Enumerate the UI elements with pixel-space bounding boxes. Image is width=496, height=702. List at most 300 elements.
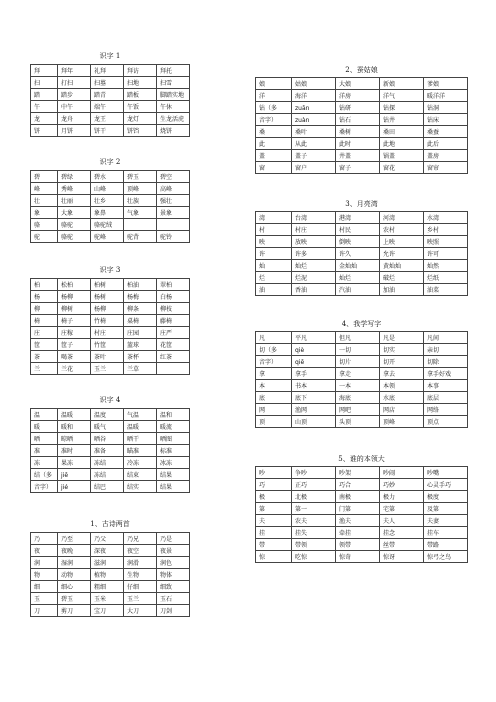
table-cell: 玉石: [156, 593, 189, 605]
vocab-table: [255, 211, 468, 296]
table-cell: 结束: [123, 469, 156, 481]
table-cell: 温和: [156, 409, 189, 421]
table-cell: 粗细: [91, 581, 124, 593]
table-cell: [256, 114, 292, 126]
table-cell: 极: [256, 491, 292, 503]
table-cell: 柏油: [123, 279, 156, 291]
table-row: [31, 231, 190, 243]
table-cell: 山顶: [292, 416, 336, 428]
table-cell: 桑树: [336, 126, 380, 138]
table-cell: 润滑: [123, 557, 156, 569]
table-row: [31, 557, 190, 569]
vocab-table: [255, 77, 468, 174]
vocab-table: [30, 532, 190, 617]
table-cell: 强壮: [156, 195, 189, 207]
vocab-table-block: [255, 77, 468, 174]
table-row: [31, 469, 190, 481]
table-row: [256, 467, 468, 479]
table-cell: 新娘: [380, 78, 424, 90]
table-cell: 大娘: [336, 78, 380, 90]
table-cell: 扫: [31, 77, 58, 89]
table-cell: 牵挂: [336, 527, 380, 539]
table-cell: 夜景: [156, 545, 189, 557]
table-cell: 拿手: [292, 368, 336, 380]
table-cell: 山峰: [91, 183, 124, 195]
table-row: [256, 150, 468, 162]
vocab-table-block: [255, 211, 468, 296]
table-cell: 底: [256, 392, 292, 404]
lesson-title: 识字 4: [99, 396, 121, 404]
table-row: [256, 416, 468, 428]
table-cell: 结果: [156, 469, 189, 481]
vocab-table-block: [30, 408, 190, 493]
table-cell: 夜: [31, 545, 58, 557]
table-cell: 底下: [292, 392, 336, 404]
table-cell: 底层: [423, 392, 467, 404]
table-cell: 仔细: [123, 581, 156, 593]
table-cell: 动物: [58, 569, 91, 581]
table-row: [256, 551, 468, 563]
table-cell: 峰: [31, 183, 58, 195]
table-cell: 润: [31, 557, 58, 569]
table-cell: 准: [31, 445, 58, 457]
table-cell: 桌椅: [123, 315, 156, 327]
table-row: [31, 291, 190, 303]
pinyin-cell: zuān: [292, 102, 336, 114]
table-cell: 加油: [380, 284, 424, 296]
table-cell: 门第: [336, 503, 380, 515]
table-row: [31, 593, 190, 605]
table-cell: 水湾: [423, 212, 467, 224]
table-cell: 景象: [156, 207, 189, 219]
table-cell: 爹娘: [423, 78, 467, 90]
table-cell: 窗: [256, 162, 292, 174]
table-row: [31, 77, 190, 89]
table-row: [256, 527, 468, 539]
table-cell: 允许: [380, 248, 424, 260]
table-cell: 驼铃: [156, 231, 189, 243]
table-cell: 台湾: [292, 212, 336, 224]
table-row: [31, 207, 190, 219]
table-cell: 拜访: [123, 65, 156, 77]
table-cell: 夫妻: [423, 515, 467, 527]
table-row: [256, 90, 468, 102]
table-cell: 晒干: [123, 433, 156, 445]
vocab-table-block: [30, 278, 190, 375]
table-cell: 钻洞: [423, 102, 467, 114]
table-cell: 极度: [423, 491, 467, 503]
table-cell: 宝刀: [91, 605, 124, 617]
table-cell: 骆: [31, 219, 58, 231]
table-cell: 夜空: [123, 545, 156, 557]
table-cell: 钻井: [380, 114, 424, 126]
table-cell: 许可: [423, 248, 467, 260]
table-cell: 拜托: [156, 65, 189, 77]
table-cell: 宅第: [380, 503, 424, 515]
table-cell: [31, 469, 58, 481]
vocab-table: [30, 170, 190, 243]
table-row: [31, 481, 190, 493]
table-cell: 驼背: [123, 231, 156, 243]
table-cell: 壮族: [123, 195, 156, 207]
table-cell: 第一: [292, 503, 336, 515]
table-cell: 渔夫: [336, 515, 380, 527]
table-row: [256, 515, 468, 527]
lesson-title: 5、谁的本领大: [338, 455, 385, 463]
table-cell: 此地: [380, 138, 424, 150]
table-cell: 玉: [31, 593, 58, 605]
table-cell: 网店: [380, 404, 424, 416]
table-cell: 润色: [156, 557, 189, 569]
table-cell: 洋气: [380, 90, 424, 102]
table-cell: 月饼: [58, 125, 91, 137]
table-cell: 刀: [31, 605, 58, 617]
table-cell: 切片: [336, 356, 380, 368]
table-row: [31, 219, 190, 231]
pinyin-cell: qiē: [292, 356, 336, 368]
table-cell: 港湾: [336, 212, 380, 224]
table-cell: 农村: [380, 224, 424, 236]
vocab-table: [30, 64, 190, 137]
table-cell: 挂: [256, 527, 292, 539]
table-row: [31, 351, 190, 363]
table-cell: 窗户: [292, 162, 336, 174]
vocab-table: [30, 408, 190, 493]
table-cell: 扫墓: [91, 77, 124, 89]
table-cell: [156, 219, 189, 231]
table-cell: 此: [256, 138, 292, 150]
table-cell: 茶叶: [91, 351, 124, 363]
table-cell: 兰: [31, 363, 58, 375]
table-cell: 冻: [31, 457, 58, 469]
table-cell: 及第: [423, 503, 467, 515]
table-cell: 踏步: [58, 89, 91, 101]
table-cell: 温暖: [123, 421, 156, 433]
table-row: [256, 236, 468, 248]
table-cell: 植物: [91, 569, 124, 581]
polyphone-label: 切（多: [259, 346, 278, 354]
table-cell: 洋: [256, 90, 292, 102]
table-cell: 惊: [256, 551, 292, 563]
table-cell: 顶峰: [123, 183, 156, 195]
table-cell: 丝带: [380, 539, 424, 551]
table-cell: 映: [256, 236, 292, 248]
table-cell: 海底: [336, 392, 380, 404]
table-row: [31, 457, 190, 469]
table-cell: 灿烂: [292, 260, 336, 272]
table-cell: 驼峰: [91, 231, 124, 243]
table-cell: 正巧: [292, 479, 336, 491]
table-cell: 竹椅: [91, 315, 124, 327]
table-row: [31, 569, 190, 581]
table-cell: 柳树: [58, 303, 91, 315]
table-cell: 窗花: [380, 162, 424, 174]
table-cell: 茶: [31, 351, 58, 363]
table-cell: [156, 363, 189, 375]
table-cell: 挂念: [380, 527, 424, 539]
table-row: [256, 404, 468, 416]
table-cell: 井盖: [336, 150, 380, 162]
table-cell: 气象: [123, 207, 156, 219]
table-cell: 拿手好戏: [423, 368, 467, 380]
table-cell: 龙灯: [123, 113, 156, 125]
table-cell: [256, 356, 292, 368]
table-cell: 一切: [336, 344, 380, 356]
table-cell: 剪刀: [58, 605, 91, 617]
table-cell: 茶杯: [123, 351, 156, 363]
table-row: [31, 315, 190, 327]
table-cell: 拿走: [336, 368, 380, 380]
polyphone-label: 音字）: [34, 483, 53, 491]
table-cell: 晾晒: [58, 433, 91, 445]
table-cell: 本: [256, 380, 292, 392]
table-cell: 桑: [256, 126, 292, 138]
table-cell: 踏: [31, 89, 58, 101]
polyphone-label: 结（多: [34, 471, 53, 479]
table-cell: 龙王: [91, 113, 124, 125]
table-cell: 网: [256, 404, 292, 416]
table-cell: 午: [31, 101, 58, 113]
table-cell: 切除: [423, 356, 467, 368]
table-cell: 杨梅: [123, 291, 156, 303]
table-cell: 花筐: [156, 339, 189, 351]
table-cell: 大象: [58, 207, 91, 219]
table-cell: 龙: [31, 113, 58, 125]
table-row: [31, 303, 190, 315]
table-cell: 碧空: [156, 171, 189, 183]
table-cell: 结实: [123, 481, 156, 493]
table-cell: 踏青: [91, 89, 124, 101]
table-cell: 庄严: [156, 327, 189, 339]
table-cell: 庄园: [123, 327, 156, 339]
table-cell: 一本: [336, 380, 380, 392]
table-cell: 金灿灿: [336, 260, 380, 272]
table-cell: 椅子: [58, 315, 91, 327]
table-row: [31, 581, 190, 593]
table-cell: 油菜: [423, 284, 467, 296]
table-row: [256, 368, 468, 380]
vocab-table: [30, 278, 190, 375]
table-row: [256, 138, 468, 150]
table-cell: 象: [31, 207, 58, 219]
lesson-title: 1、古诗两首: [90, 520, 130, 528]
table-cell: 顶点: [423, 416, 467, 428]
table-cell: 巧妙: [380, 479, 424, 491]
table-cell: 网络: [423, 404, 467, 416]
table-cell: 乃: [31, 533, 58, 545]
table-cell: 渔网: [292, 404, 336, 416]
lesson-title: 3、月亮湾: [345, 200, 378, 208]
table-row: [256, 284, 468, 296]
table-cell: 挂失: [292, 527, 336, 539]
table-cell: 但凡: [336, 332, 380, 344]
table-row: [256, 332, 468, 344]
table-cell: 本事: [423, 380, 467, 392]
table-cell: 滋润: [91, 557, 124, 569]
vocab-table-block: [255, 466, 468, 563]
table-row: [256, 356, 468, 368]
table-cell: 晒: [31, 433, 58, 445]
vocab-table-block: [30, 170, 190, 243]
table-cell: 细致: [156, 581, 189, 593]
table-cell: 从此: [292, 138, 336, 150]
table-cell: 扫地: [123, 77, 156, 89]
table-cell: 果冻: [58, 457, 91, 469]
table-cell: 烂纸: [423, 272, 467, 284]
table-cell: 巧合: [336, 479, 380, 491]
pinyin-cell: jié: [58, 481, 91, 493]
table-row: [31, 421, 190, 433]
table-cell: 玉兰: [91, 363, 124, 375]
table-cell: 礼拜: [91, 65, 124, 77]
table-cell: 物: [31, 569, 58, 581]
table-cell: 温度: [91, 409, 124, 421]
table-cell: 领带: [336, 539, 380, 551]
table-cell: 村庄: [91, 327, 124, 339]
lesson-title: 4、我学写字: [341, 320, 382, 328]
table-cell: 海洋: [292, 90, 336, 102]
vocab-table-block: [30, 64, 190, 137]
table-cell: 倒映: [336, 236, 380, 248]
lesson-title: 识字 1: [99, 52, 121, 60]
table-cell: 许: [256, 248, 292, 260]
table-cell: [123, 219, 156, 231]
table-cell: 盖子: [292, 150, 336, 162]
table-row: [31, 363, 190, 375]
table-cell: 午饭: [123, 101, 156, 113]
pinyin-cell: jiē: [58, 469, 91, 481]
table-cell: 准时: [58, 445, 91, 457]
table-cell: 钻探: [380, 102, 424, 114]
table-cell: 带路: [423, 539, 467, 551]
table-cell: 拿去: [380, 368, 424, 380]
table-cell: 破烂: [380, 272, 424, 284]
table-cell: 桑叶: [292, 126, 336, 138]
table-cell: 玉兰: [123, 593, 156, 605]
table-cell: 饼: [31, 125, 58, 137]
table-cell: 玉米: [91, 593, 124, 605]
table-row: [256, 479, 468, 491]
table-cell: 准备: [91, 445, 124, 457]
table-row: [31, 113, 190, 125]
table-cell: 惊弓之鸟: [423, 551, 467, 563]
table-row: [31, 339, 190, 351]
table-cell: 乃是: [156, 533, 189, 545]
table-cell: 扫雪: [156, 77, 189, 89]
table-cell: 柏: [31, 279, 58, 291]
table-cell: 兰草: [123, 363, 156, 375]
polyphone-label: 音字）: [259, 358, 278, 366]
table-cell: 平凡: [292, 332, 336, 344]
table-cell: 洋房: [336, 90, 380, 102]
table-cell: 暖和: [58, 421, 91, 433]
table-row: [31, 89, 190, 101]
table-cell: 杨: [31, 291, 58, 303]
table-cell: 夫人: [380, 515, 424, 527]
table-cell: 锅盖: [380, 150, 424, 162]
table-cell: 村: [256, 224, 292, 236]
table-cell: 柏树: [91, 279, 124, 291]
table-cell: 中午: [58, 101, 91, 113]
table-row: [256, 503, 468, 515]
table-cell: 汽油: [336, 284, 380, 296]
table-cell: 本领: [380, 380, 424, 392]
table-cell: 乃父: [91, 533, 124, 545]
table-cell: 踏板: [123, 89, 156, 101]
table-cell: 翠柏: [156, 279, 189, 291]
table-cell: 桑田: [380, 126, 424, 138]
polyphone-label: 音字）: [259, 116, 278, 124]
table-cell: 许久: [336, 248, 380, 260]
table-cell: 乃至: [58, 533, 91, 545]
table-cell: 凡间: [423, 332, 467, 344]
table-row: [31, 101, 190, 113]
table-row: [256, 212, 468, 224]
vocab-table-block: [255, 331, 468, 428]
polyphone-label: 钻（多: [259, 104, 278, 112]
table-cell: 碧水: [91, 171, 124, 183]
table-cell: 饼干: [91, 125, 124, 137]
table-cell: 竹筐: [91, 339, 124, 351]
table-row: [256, 539, 468, 551]
table-cell: 凡是: [380, 332, 424, 344]
table-cell: 生龙活虎: [156, 113, 189, 125]
table-cell: 此后: [423, 138, 467, 150]
table-row: [256, 126, 468, 138]
table-cell: 带: [256, 539, 292, 551]
table-cell: 驼: [31, 231, 58, 243]
table-cell: 骆驼: [58, 219, 91, 231]
table-cell: 吵架: [336, 467, 380, 479]
table-cell: 姑娘: [292, 78, 336, 90]
table-cell: 桑蚕: [423, 126, 467, 138]
table-cell: 柳枝: [156, 303, 189, 315]
table-cell: 生物: [123, 569, 156, 581]
table-cell: 晒谷: [91, 433, 124, 445]
table-row: [256, 114, 468, 126]
table-cell: 暖流: [156, 421, 189, 433]
table-row: [256, 260, 468, 272]
table-row: [31, 533, 190, 545]
table-cell: 暖气: [91, 421, 124, 433]
table-cell: 骆驼: [58, 231, 91, 243]
lesson-title: 2、蚕姑娘: [345, 66, 378, 74]
table-cell: 书本: [292, 380, 336, 392]
table-cell: 灿然: [423, 260, 467, 272]
table-cell: 夜晚: [58, 545, 91, 557]
table-cell: 温暖: [58, 409, 91, 421]
pinyin-cell: zuàn: [292, 114, 336, 126]
table-cell: 温: [31, 409, 58, 421]
table-cell: 映照: [423, 236, 467, 248]
table-cell: 挂车: [423, 527, 467, 539]
table-cell: 细心: [58, 581, 91, 593]
table-cell: 秀峰: [58, 183, 91, 195]
lesson-title: 识字 3: [99, 266, 121, 274]
table-cell: 带领: [292, 539, 336, 551]
table-row: [256, 78, 468, 90]
table-cell: 细: [31, 581, 58, 593]
table-cell: 乃兄: [123, 533, 156, 545]
lesson-title: 识字 2: [99, 158, 121, 166]
table-cell: 巧: [256, 479, 292, 491]
table-cell: 杨树: [91, 291, 124, 303]
table-cell: 深夜: [91, 545, 124, 557]
table-cell: 香油: [292, 284, 336, 296]
table-cell: 上映: [380, 236, 424, 248]
table-row: [256, 272, 468, 284]
vocab-table-block: [30, 532, 190, 617]
